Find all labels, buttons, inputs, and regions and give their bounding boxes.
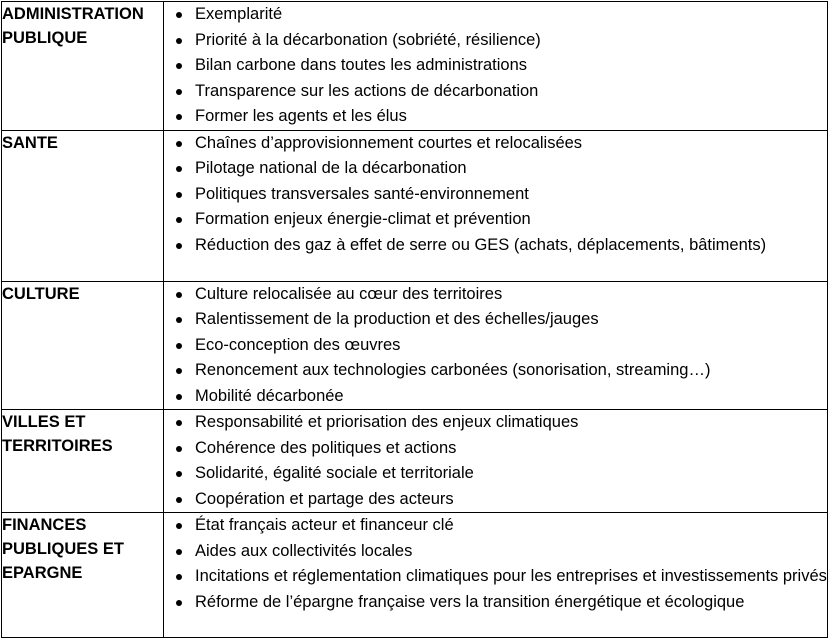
list-item bbox=[164, 233, 827, 259]
category-cell: VILLES ET TERRITOIRES bbox=[2, 410, 164, 513]
bullet-icon bbox=[176, 114, 182, 120]
bullet-icon bbox=[176, 243, 182, 249]
list-item-text: Cohérence des politiques et actions bbox=[195, 438, 457, 457]
list-item bbox=[164, 28, 827, 54]
bullet-icon bbox=[176, 89, 182, 95]
bullet-list bbox=[164, 2, 827, 130]
list-item bbox=[164, 590, 827, 616]
bullet-icon bbox=[176, 574, 182, 580]
list-item-text: Culture relocalisée au cœur des territoires bbox=[195, 284, 503, 303]
bullet-icon bbox=[176, 446, 182, 452]
bullet-icon bbox=[176, 38, 182, 44]
bullet-icon bbox=[176, 141, 182, 147]
table-row bbox=[2, 513, 828, 638]
items-cell bbox=[164, 130, 828, 281]
items-cell bbox=[164, 281, 828, 410]
bullet-icon bbox=[176, 471, 182, 477]
bullet-icon bbox=[176, 368, 182, 374]
list-item bbox=[164, 131, 827, 157]
list-item-text: Ralentissement de la production et des échelles/jauges bbox=[195, 310, 599, 328]
list-item-text: Aides aux collectivités locales bbox=[195, 541, 413, 560]
bullet-icon bbox=[176, 420, 182, 426]
table-row bbox=[2, 410, 828, 513]
bullet-icon bbox=[176, 317, 182, 323]
bullet-icon bbox=[176, 394, 182, 400]
bullet-list bbox=[164, 131, 827, 259]
list-item-text: Responsabilité et priorisation des enjeux climatiques bbox=[195, 413, 579, 431]
items-cell bbox=[164, 410, 828, 513]
bullet-icon bbox=[176, 166, 182, 172]
list-item bbox=[164, 104, 827, 130]
list-item-text: Mobilité décarbonée bbox=[195, 386, 344, 405]
list-item-text: Renoncement aux technologies carbonées (sonorisation, streaming…) bbox=[195, 361, 711, 379]
bullet-icon bbox=[176, 292, 182, 298]
bullet-icon bbox=[176, 600, 182, 606]
list-item bbox=[164, 436, 827, 462]
list-item bbox=[164, 461, 827, 487]
bullet-list bbox=[164, 513, 827, 615]
bullet-icon bbox=[176, 217, 182, 223]
list-item-text: Politiques transversales santé-environnement bbox=[195, 184, 529, 203]
items-cell bbox=[164, 2, 828, 131]
list-item-text: État français acteur et financeur clé bbox=[195, 516, 454, 534]
category-cell: ADMINISTRATION PUBLIQUE bbox=[2, 2, 164, 131]
list-item bbox=[164, 513, 827, 539]
list-item bbox=[164, 384, 827, 410]
bullet-list bbox=[164, 282, 827, 410]
list-item bbox=[164, 182, 827, 208]
list-item bbox=[164, 307, 827, 333]
bullet-icon bbox=[176, 497, 182, 503]
items-cell bbox=[164, 513, 828, 638]
list-item-text: Pilotage national de la décarbonation bbox=[195, 159, 467, 177]
category-cell: FINANCES PUBLIQUES ET EPARGNE bbox=[2, 513, 164, 638]
list-item bbox=[164, 53, 827, 79]
category-cell: CULTURE bbox=[2, 281, 164, 410]
list-item-text: Coopération et partage des acteurs bbox=[195, 489, 454, 508]
list-item-text: Eco-conception des œuvres bbox=[195, 335, 401, 354]
list-item bbox=[164, 79, 827, 105]
list-item bbox=[164, 564, 827, 590]
list-item bbox=[164, 487, 827, 513]
bullet-icon bbox=[176, 343, 182, 349]
bullet-icon bbox=[176, 523, 182, 529]
list-item bbox=[164, 539, 827, 565]
list-item bbox=[164, 333, 827, 359]
list-item bbox=[164, 282, 827, 308]
list-item bbox=[164, 358, 827, 384]
table-row bbox=[2, 130, 828, 281]
list-item-text: Exemplarité bbox=[195, 5, 283, 23]
list-item-text: Former les agents et les élus bbox=[195, 107, 407, 125]
bullet-list bbox=[164, 410, 827, 512]
list-item-text: Chaînes d’approvisionnement courtes et relocalisées bbox=[195, 133, 583, 152]
policy-table bbox=[1, 1, 828, 638]
bullet-icon bbox=[176, 12, 182, 18]
list-item-text: Réforme de l’épargne française vers la transition énergétique et écologique bbox=[195, 592, 745, 611]
list-item bbox=[164, 207, 827, 233]
table-row bbox=[2, 281, 828, 410]
list-item-text: Réduction des gaz à effet de serre ou GES (achats, déplacements, bâtiments) bbox=[195, 235, 767, 254]
bullet-icon bbox=[176, 549, 182, 555]
list-item-text: Bilan carbone dans toutes les administrations bbox=[195, 56, 528, 74]
list-item bbox=[164, 2, 827, 28]
table-row bbox=[2, 2, 828, 131]
category-cell: SANTE bbox=[2, 130, 164, 281]
bullet-icon bbox=[176, 63, 182, 69]
list-item-text: Incitations et réglementation climatiques pour les entreprises et investissements privés bbox=[195, 567, 827, 585]
list-item-text: Formation enjeux énergie-climat et prévention bbox=[195, 210, 531, 228]
list-item bbox=[164, 410, 827, 436]
list-item-text: Solidarité, égalité sociale et territoriale bbox=[195, 464, 474, 482]
list-item-text: Priorité à la décarbonation (sobriété, résilience) bbox=[195, 30, 541, 49]
bullet-icon bbox=[176, 192, 182, 198]
list-item-text: Transparence sur les actions de décarbonation bbox=[195, 81, 539, 100]
list-item bbox=[164, 156, 827, 182]
